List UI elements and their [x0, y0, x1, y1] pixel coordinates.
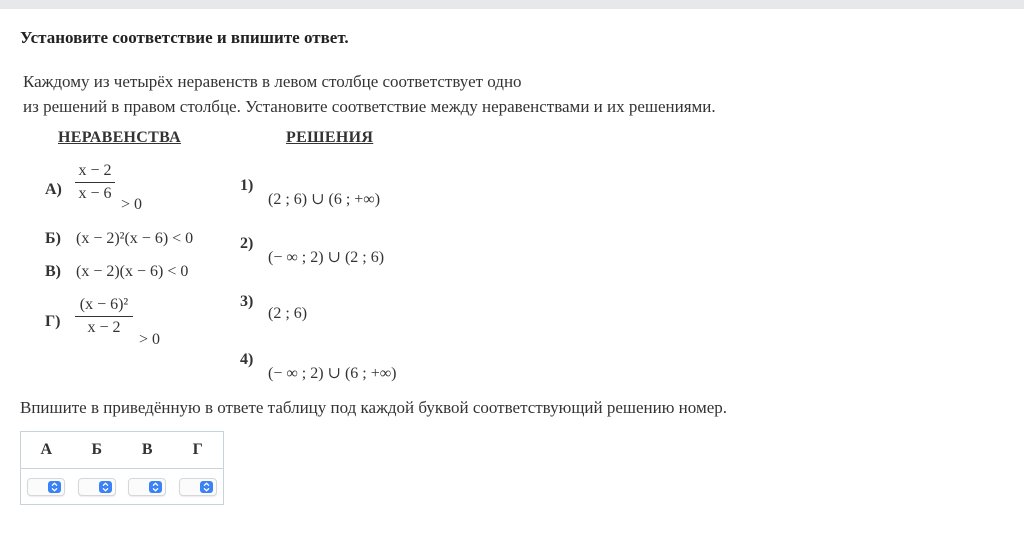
inequality-a-relation: > 0 — [121, 196, 143, 213]
inequality-g-relation: > 0 — [139, 331, 161, 348]
task-title: Установите соответствие и впишите ответ. — [20, 28, 349, 47]
inequality-label-b: Б) — [45, 230, 61, 247]
answer-letter-v: В — [141, 441, 153, 458]
answer-table-header — [21, 432, 223, 469]
inequality-a-fraction — [75, 162, 115, 203]
description-line-1: Каждому из четырёх неравенств в левом столбце соответствует одно — [23, 72, 522, 91]
solution-3: (2 ; 6) — [268, 305, 308, 322]
inequality-b: (x − 2)²(x − 6) < 0 — [76, 230, 194, 247]
answer-select-a[interactable] — [27, 478, 65, 496]
inequality-v: (x − 2)(x − 6) < 0 — [76, 263, 189, 280]
answer-select-v[interactable] — [128, 478, 166, 496]
inequality-label-g: Г) — [45, 313, 61, 330]
inequality-a-numerator: x − 2 — [75, 162, 115, 183]
solution-label-4: 4) — [240, 351, 254, 368]
solution-1: (2 ; 6) ∪ (6 ; +∞) — [268, 191, 381, 208]
solution-4: (− ∞ ; 2) ∪ (6 ; +∞) — [268, 365, 397, 382]
top-bar — [0, 0, 1024, 9]
answer-instruction: Впишите в приведённую в ответе таблицу под каждой буквой соответствующий решению номер. — [20, 398, 728, 417]
answer-select-g[interactable] — [179, 478, 217, 496]
chevron-updown-icon — [48, 481, 61, 493]
solution-label-1: 1) — [240, 177, 254, 194]
chevron-updown-icon — [99, 481, 112, 493]
task-description — [23, 69, 716, 119]
solution-label-2: 2) — [240, 235, 254, 252]
answer-letter-a: А — [40, 441, 53, 458]
inequalities-header: НЕРАВЕНСТВА — [58, 129, 181, 146]
inequality-a-denominator: x − 6 — [78, 185, 112, 202]
answer-letter-b: Б — [91, 441, 103, 458]
answer-select-b[interactable] — [78, 478, 116, 496]
solution-label-3: 3) — [240, 293, 254, 310]
answer-letter-g: Г — [192, 441, 203, 458]
chevron-updown-icon — [149, 481, 162, 493]
answer-table-selects — [21, 469, 223, 505]
chevron-updown-icon — [200, 481, 213, 493]
inequality-g-denominator: x − 2 — [87, 319, 121, 336]
description-line-2: из решений в правом столбце. Установите соответствие между неравенствами и их решениями. — [23, 97, 716, 116]
answer-table — [20, 431, 224, 505]
inequality-g-fraction — [75, 296, 133, 337]
inequality-label-v: В) — [45, 263, 61, 280]
inequality-g-numerator: (x − 6)² — [75, 296, 133, 317]
solutions-header: РЕШЕНИЯ — [286, 129, 374, 146]
solution-2: (− ∞ ; 2) ∪ (2 ; 6) — [268, 249, 385, 266]
inequality-label-a: А) — [45, 181, 62, 198]
